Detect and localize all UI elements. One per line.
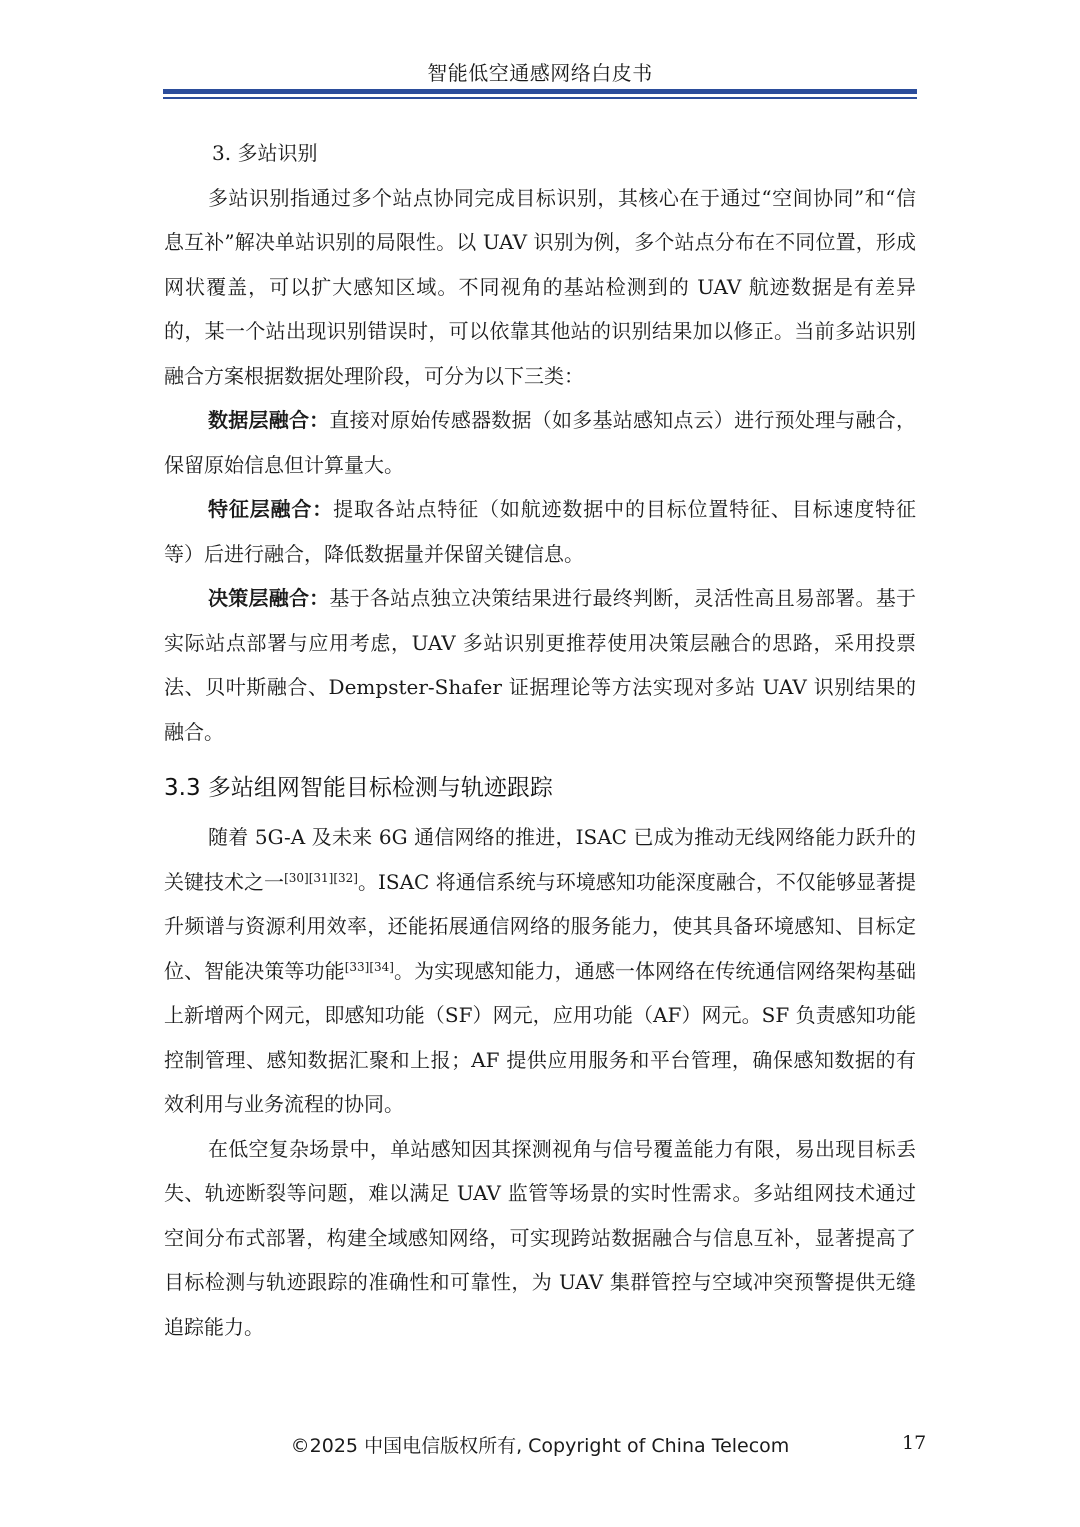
- data-layer-label: 数据层融合：: [208, 408, 330, 432]
- isac-text-c: 。为实现感知能力，通感一体网络在传统通信网络架构基础上新增两个网元，即感知功能（SF）网元，应用功能（AF）网元。SF 负责感知功能控制管理、感知数据汇聚和上报；AF 提供应用服务和平台管理，确保感知数据的有效利用与业务流程的协同。: [164, 958, 916, 1116]
- paragraph-decision-layer-fusion: [164, 576, 916, 754]
- decision-layer-text: 基于各站点独立决策结果进行最终判断，灵活性高且易部署。基于实际站点部署与应用考虑，UAV 多站识别更推荐使用决策层融合的思路，采用投票法、贝叶斯融合、Dempster-Shafer 证据理论等方法实现对多站 UAV 识别结果的融合。: [164, 586, 917, 744]
- subsection-heading: 3. 多站识别: [212, 141, 318, 165]
- paragraph-data-layer-fusion: [164, 398, 916, 487]
- document-header-title: 智能低空通感网络白皮书: [427, 61, 653, 85]
- paragraph-isac-overview: [164, 815, 916, 1127]
- page-content: [164, 131, 916, 1349]
- footer-copyright: ©2025 中国电信版权所有, Copyright of China Telecom: [290, 1435, 790, 1457]
- header-rule-thin: [163, 97, 917, 99]
- decision-layer-label: 决策层融合：: [208, 586, 330, 610]
- isac-text-a: 随着 5G-A 及未来 6G 通信网络的推进，ISAC 已成为推动无线网络能力跃升的关键技术之一: [164, 825, 916, 894]
- header-rule-thick: [163, 89, 917, 94]
- citation-ref-30-32: [30][31][32]: [284, 870, 358, 885]
- citation-ref-33-34: [33][34]: [344, 959, 394, 974]
- paragraph-multi-station-networking: 在低空复杂场景中，单站感知因其探测视角与信号覆盖能力有限，易出现目标丢失、轨迹断裂等问题，难以满足 UAV 监管等场景的实时性需求。多站组网技术通过空间分布式部署，构建全域感知网络，可实现跨站数据融合与信息互补，显著提高了目标检测与轨迹跟踪的准确性和可靠性，为 UAV 集群管控与空域冲突预警提供无缝追踪能力。: [164, 1136, 916, 1339]
- page-number: 17: [902, 1432, 927, 1454]
- feature-layer-text: 提取各站点特征（如航迹数据中的目标位置特征、目标速度特征等）后进行融合，降低数据量并保留关键信息。: [164, 497, 917, 566]
- feature-layer-label: 特征层融合：: [208, 497, 334, 521]
- isac-text-b: 。ISAC 将通信系统与环境感知功能深度融合，不仅能够显著提升频谱与资源利用效率，还能拓展通信网络的服务能力，使其具备环境感知、目标定位、智能决策等功能: [164, 869, 916, 983]
- paragraph-feature-layer-fusion: [164, 487, 916, 576]
- data-layer-text: 直接对原始传感器数据（如多基站感知点云）进行预处理与融合，保留原始信息但计算量大。: [164, 408, 917, 477]
- section-heading: 3.3 多站组网智能目标检测与轨迹跟踪: [164, 775, 553, 801]
- paragraph-multi-station-intro: 多站识别指通过多个站点协同完成目标识别，其核心在于通过“空间协同”和“信息互补”解决单站识别的局限性。以 UAV 识别为例，多个站点分布在不同位置，形成网状覆盖，可以扩大感知区域。不同视角的基站检测到的 UAV 航迹数据是有差异的，某一个站出现识别错误时，可以依靠其他站的识别结果加以修正。当前多站识别融合方案根据数据处理阶段，可分为以下三类：: [164, 185, 916, 388]
